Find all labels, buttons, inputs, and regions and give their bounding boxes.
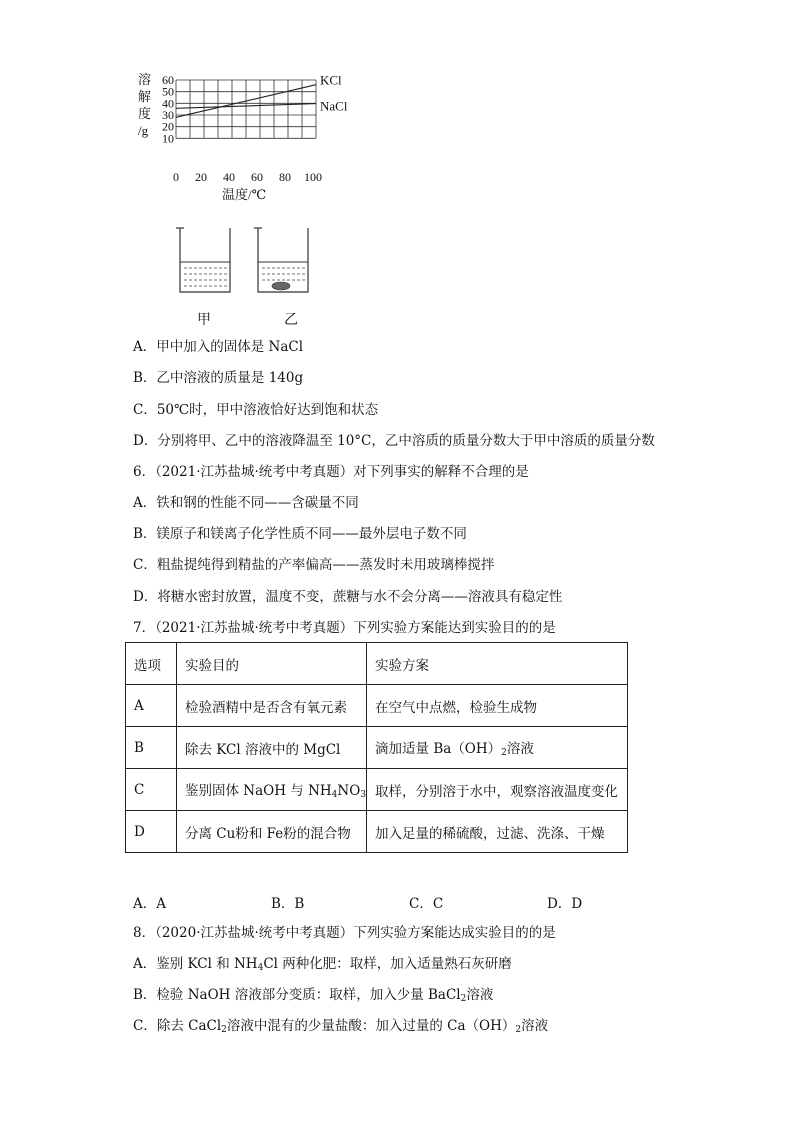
graph-grid bbox=[176, 80, 316, 138]
q6-option-d: D．将糖水密封放置，温度不变，蔗糖与水不会分离——溶液具有稳定性 bbox=[133, 589, 563, 605]
q7-choice-a: A．A bbox=[133, 896, 166, 912]
x-tick-label: 100 bbox=[304, 170, 322, 184]
ylabel-char: 解 bbox=[138, 89, 152, 104]
q6-stem: 6．（2021·江苏盐城·统考中考真题）对下列事实的解释不合理的是 bbox=[133, 464, 529, 480]
q6-option-c: C．粗盐提纯得到精盐的产率偏高——蒸发时未用玻璃棒搅拌 bbox=[133, 557, 495, 573]
q8-option-c: C．除去 CaCl$_2$溶液中混有的少量盐酸：加入过量的 $Ca(OH)_2$溶液 bbox=[133, 1018, 549, 1035]
q6-option-a: A．铁和钢的性能不同——含碳量不同 bbox=[133, 495, 359, 511]
header-cell: 实验方案 bbox=[367, 643, 628, 685]
purpose-cell: 除去 KCl 溶液中的 MgCl bbox=[177, 727, 367, 769]
beaker-label-yi: 乙 bbox=[284, 313, 298, 328]
q5-option-b: B．乙中溶液的质量是 140g bbox=[133, 370, 304, 386]
purpose-cell: 检验酒精中是否含有氧元素 bbox=[177, 685, 367, 727]
q5-option-d: D．分别将甲、乙中的溶液降温至 10°C，乙中溶质的质量分数大于甲中溶质的质量分数 bbox=[133, 433, 655, 449]
beaker-jia bbox=[176, 228, 230, 292]
beaker-label-jia: 甲 bbox=[197, 313, 211, 328]
table-row bbox=[126, 811, 628, 853]
q7-choice-b: B．B bbox=[271, 896, 305, 912]
series-lines bbox=[176, 73, 348, 118]
x-tick-label: 80 bbox=[279, 170, 291, 184]
table-row bbox=[126, 769, 628, 811]
q6-option-b: B．镁原子和镁离子化学性质不同——最外层电子数不同 bbox=[133, 526, 467, 542]
q7-choice-d: D．D bbox=[547, 896, 583, 912]
y-tick-labels bbox=[162, 73, 174, 145]
beaker-figure bbox=[170, 222, 320, 332]
option-cell: C bbox=[126, 769, 177, 811]
header-cell: 选项 bbox=[126, 643, 177, 685]
plan-cell: 加入足量的稀硫酸，过滤、洗涤、干燥 bbox=[367, 811, 628, 853]
table-row bbox=[126, 685, 628, 727]
ylabel-char: /g bbox=[138, 123, 149, 138]
x-tick-labels bbox=[173, 170, 322, 184]
x-tick-label: 0 bbox=[173, 170, 179, 184]
table-header-row bbox=[126, 643, 628, 685]
undissolved-solid bbox=[272, 282, 290, 290]
plan-cell: 滴加适量 $Ba(OH)_2$溶液 bbox=[367, 727, 628, 769]
option-cell: D bbox=[126, 811, 177, 853]
y-tick-label: 30 bbox=[162, 108, 174, 122]
table-row bbox=[126, 727, 628, 769]
purpose-cell: 分离 Cu粉和 Fe粉的混合物 bbox=[177, 811, 367, 853]
q5-option-a: A．甲中加入的固体是 NaCl bbox=[133, 339, 304, 355]
y-tick-label: 20 bbox=[162, 119, 174, 134]
q8-option-b: B．检验 NaOH 溶液部分变质：取样，加入少量 BaCl$_2$溶液 bbox=[133, 987, 494, 1004]
y-tick-label: 40 bbox=[162, 96, 174, 111]
plan-cell: 在空气中点燃，检验生成物 bbox=[367, 685, 628, 727]
x-tick-label: 20 bbox=[195, 170, 207, 184]
beaker-yi bbox=[254, 228, 308, 292]
plan-cell: 取样，分别溶于水中，观察溶液温度变化 bbox=[367, 769, 628, 811]
purpose-cell: 鉴别固体 NaOH 与 $NH_4NO_3$ bbox=[177, 769, 367, 811]
ylabel-char: 溶 bbox=[138, 72, 152, 87]
q8-stem: 8．（2020·江苏盐城·统考中考真题）下列实验方案能达成实验目的的是 bbox=[133, 925, 556, 941]
experiment-table bbox=[125, 642, 628, 853]
x-axis-label: 温度/℃ bbox=[222, 187, 267, 202]
q7-stem: 7．（2021·江苏盐城·统考中考真题）下列实验方案能达到实验目的的是 bbox=[133, 620, 556, 636]
option-cell: B bbox=[126, 727, 177, 769]
ylabel-char: 度 bbox=[138, 106, 152, 121]
q5-option-c: C．50℃时，甲中溶液恰好达到饱和状态 bbox=[133, 402, 379, 418]
y-axis-label bbox=[138, 72, 151, 138]
x-tick-label: 40 bbox=[223, 170, 235, 184]
y-tick-label: 10 bbox=[162, 131, 174, 146]
option-cell: A bbox=[126, 685, 177, 727]
y-tick-label: 50 bbox=[162, 84, 174, 99]
y-tick-label: 60 bbox=[162, 73, 174, 87]
solubility-graph bbox=[130, 70, 370, 210]
series-label-kcl: KCl bbox=[320, 72, 342, 88]
header-cell: 实验目的 bbox=[177, 643, 367, 685]
q7-choice-c: C．C bbox=[409, 896, 444, 912]
x-tick-label: 60 bbox=[251, 170, 263, 184]
series-label-nacl: NaCl bbox=[320, 98, 348, 114]
q8-option-a: A．鉴别 KCl 和 $NH_4Cl$ 两种化肥：取样，加入适量熟石灰研磨 bbox=[133, 956, 512, 973]
